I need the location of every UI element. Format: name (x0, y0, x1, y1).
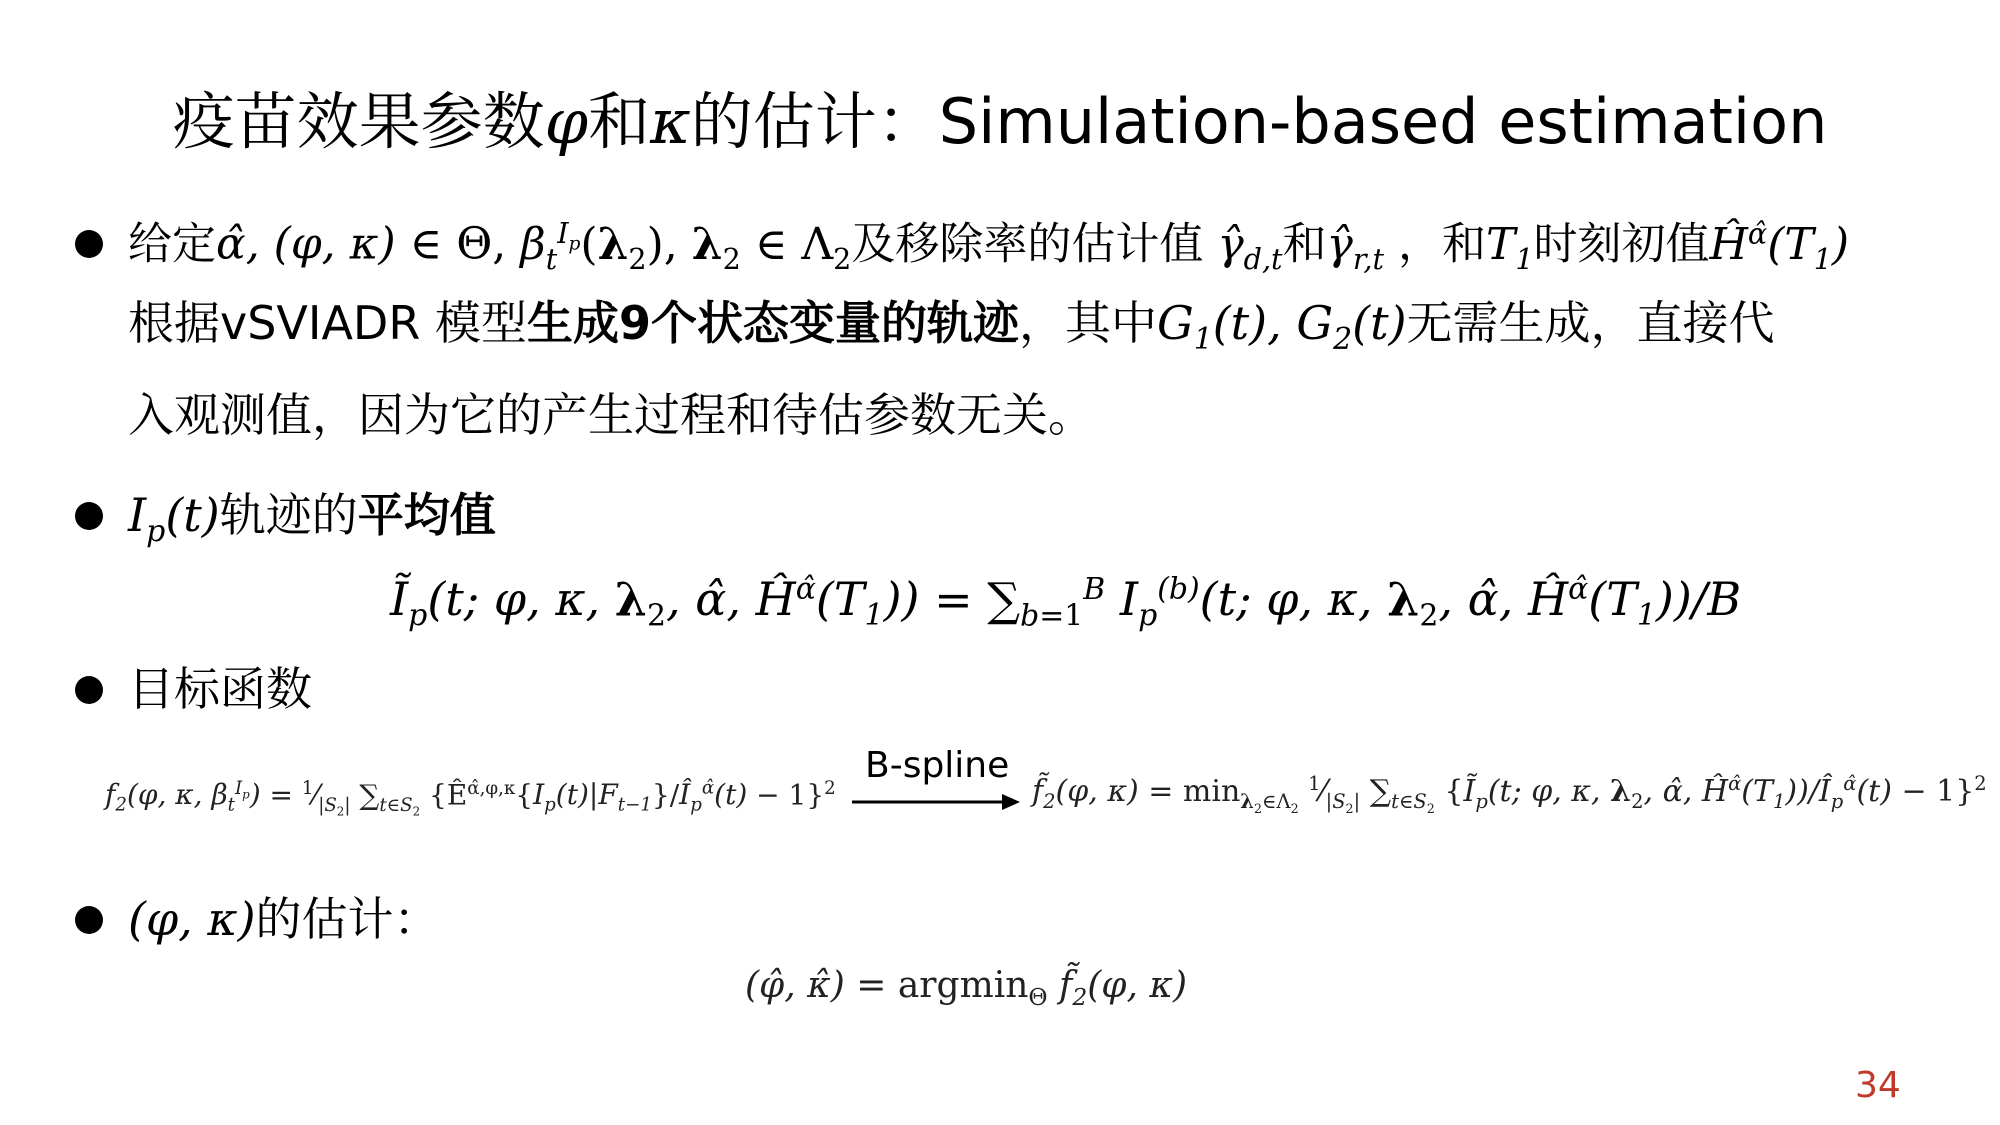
slide-title: 疫苗效果参数φ和κ的估计：Simulation-based estimation (172, 85, 1828, 158)
bullet1-line3: 入观测值，因为它的产生过程和待估参数无关。 (128, 388, 1094, 442)
mean-trajectory-equation: $Ĩ_p(t$; φ, κ, $\lambda_2$, α̂, $Ĥ^{\alphâ}(T_1)) = \sum_{b=1}^B$ $I_p^{(b)}(t$; φ, κ, $\lambda_2$, α̂, $Ĥ^{\alphâ}(T_1))/B$ (390, 572, 1742, 634)
bullet2-heading: $I_p(t)$轨迹的平均值 (128, 488, 496, 550)
bullet3-heading: 目标函数 (128, 662, 312, 716)
bullet1-line1: 给定α̂, (φ, κ) ∈ Θ, $\beta_t^{I_p}(\lambda_2)$, $\lambda_2$ ∈ $\Lambda_2$及移除率的估计值 $\gammâ_{d,t}$和$\gammâ_{r,t}$ ，和$T_1$时刻初值$Ĥ^{\alphâ}(T_1)$ (128, 216, 1850, 276)
bullet4-heading: (φ, κ)的估计： (128, 892, 440, 946)
bspline-label: B-spline (865, 745, 1010, 786)
bullet-dot (75, 502, 103, 530)
objective-function-original: $f_2(\varphi$, κ, $\beta_t^{I_p}$) = $^1⁄_{|S_2|}$ $\sum_{t\in S_2}$ $\{Ê^{\alphâ,\varphi,\kappa}\{I_p(t)|F_{t-1}\}/Î_p^{\alphâ}(t) - 1\}^2$ (105, 778, 836, 819)
bullet-dot (75, 230, 103, 258)
arrow-icon (852, 790, 1022, 814)
objective-function-bspline: $f̃_2(\varphi$, $\kappa) = \min_{\lambda_2\in\Lambda_2}$ $^1⁄_{|S_2|}$ $\sum_{t\in S_2}$ {$Ĩ_p(t$; φ, κ, $\lambda_2$, α̂, $Ĥ^{\alphâ}(T_1))/Î_p^{\alphâ}(t) - 1\}^2$ (1032, 772, 1987, 816)
page-number: 34 (1855, 1065, 1901, 1106)
bullet1-line2: 根据vSVIADR 模型生成9个状态变量的轨迹，其中$G_1(t)$, $G_2(t)$无需生成，直接代 (128, 296, 1775, 358)
bullet-dot (75, 906, 103, 934)
estimator-equation: (φ̂, κ̂) = argmin$_\Theta$ $f̃_2(\varphi$, κ) (745, 965, 1188, 1012)
bullet-dot (75, 676, 103, 704)
